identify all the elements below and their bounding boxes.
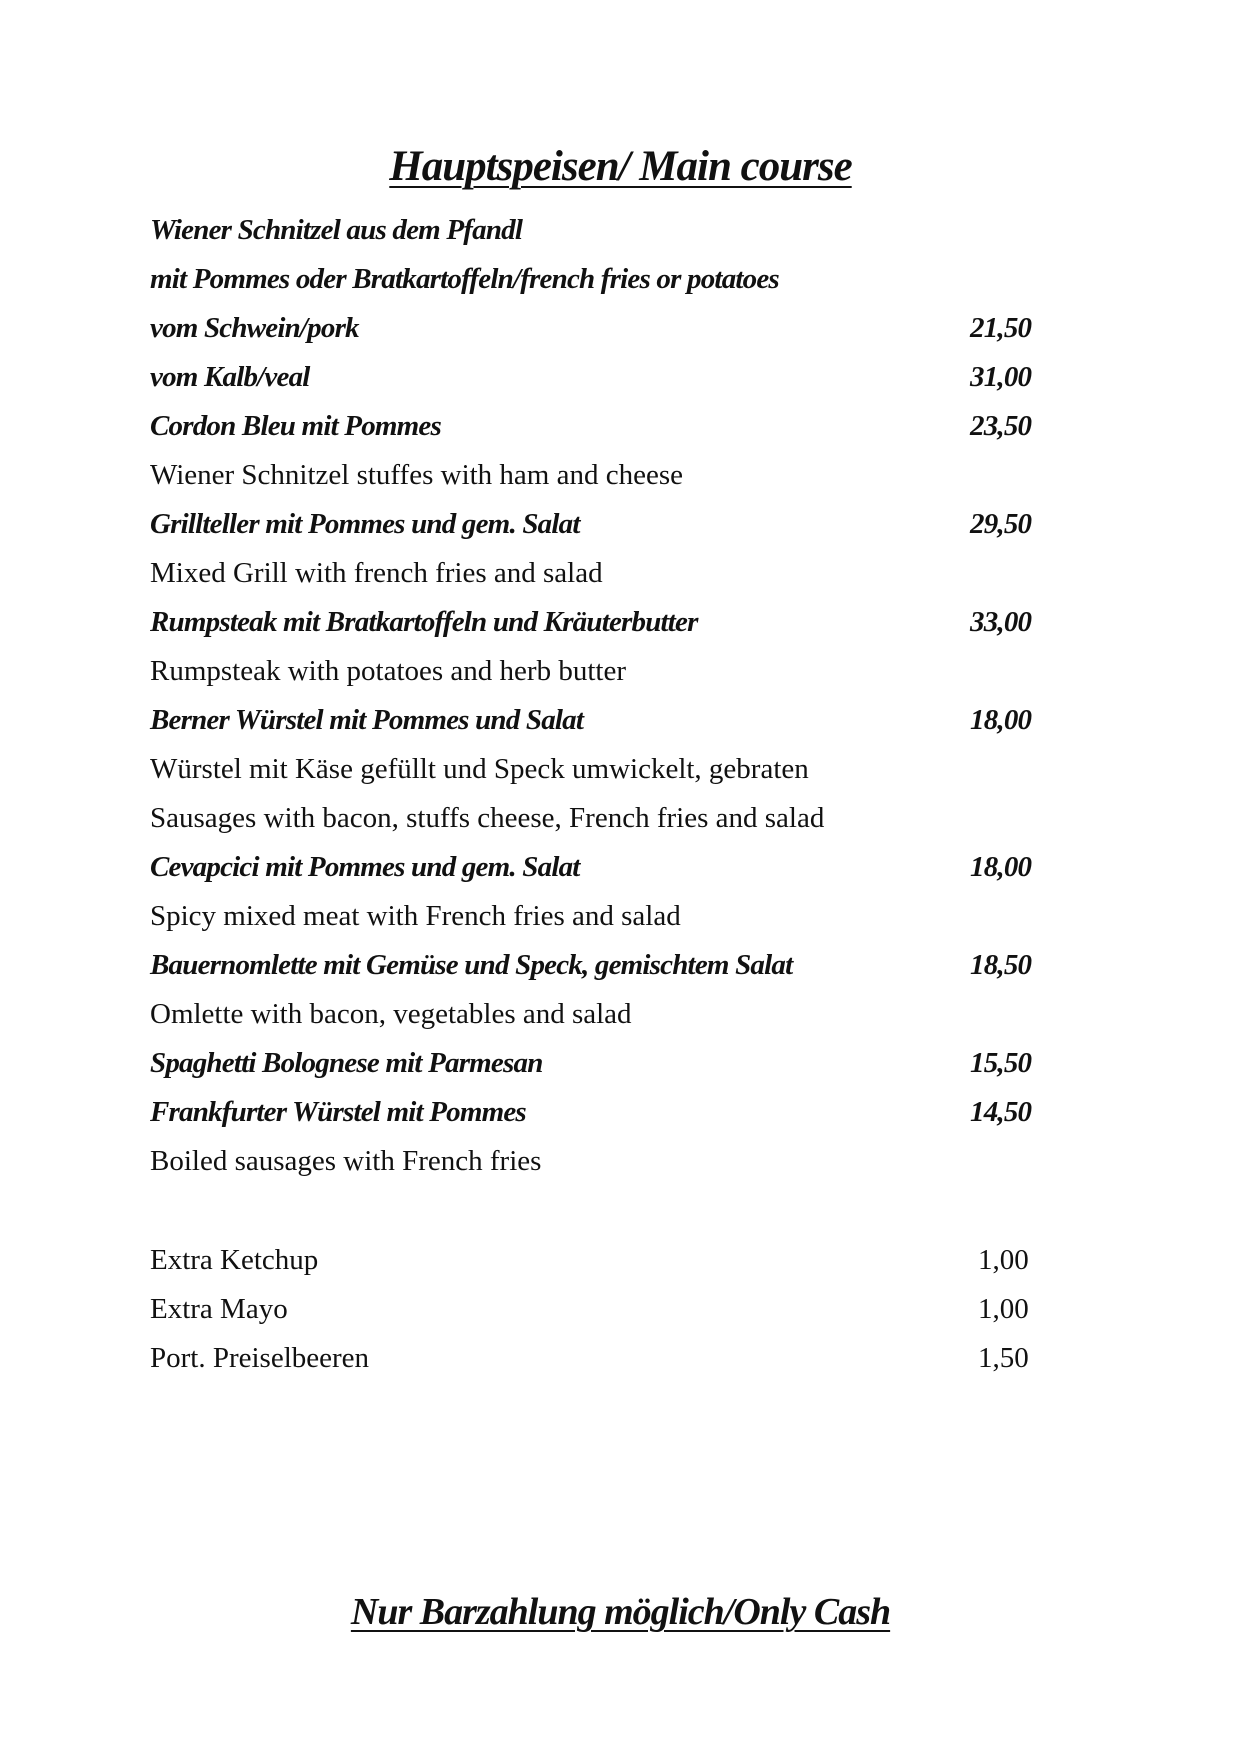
menu-item [150, 508, 1050, 563]
item-description [150, 459, 1050, 514]
item-description [150, 753, 1050, 808]
extra-price: 1,00 [978, 1244, 1029, 1276]
item-label: Grillteller mit Pommes und gem. Salat [150, 508, 580, 540]
item-price: 23,50 [970, 410, 1032, 442]
description-text: Wiener Schnitzel stuffes with ham and cheese [150, 459, 684, 491]
extra-price: 1,50 [978, 1342, 1029, 1374]
item-description [150, 557, 1050, 612]
item-price: 33,00 [970, 606, 1032, 638]
page-title: Hauptspeisen/ Main course [389, 143, 852, 190]
menu-subheading [150, 263, 1050, 318]
item-price: 21,50 [970, 312, 1032, 344]
item-label: Berner Würstel mit Pommes und Salat [150, 704, 584, 736]
extra-label: Extra Ketchup [150, 1244, 319, 1276]
item-label: Cevapcici mit Pommes und gem. Salat [150, 851, 580, 883]
description-text: Mixed Grill with french fries and salad [150, 557, 603, 589]
item-label: Spaghetti Bolognese mit Parmesan [150, 1047, 543, 1079]
extra-label: Extra Mayo [150, 1293, 288, 1325]
description-text: Würstel mit Käse gefüllt und Speck umwickelt, gebraten [150, 753, 809, 785]
item-price: 18,00 [970, 704, 1032, 736]
extra-label: Port. Preiselbeeren [150, 1342, 370, 1374]
menu-item [150, 949, 1050, 1004]
item-label: Wiener Schnitzel aus dem Pfandl [150, 214, 523, 246]
extra-price: 1,00 [978, 1293, 1029, 1325]
menu-item [150, 704, 1050, 759]
item-label: mit Pommes oder Bratkartoffeln/french fries or potatoes [150, 263, 779, 295]
menu-item [150, 361, 1050, 416]
menu-item [150, 410, 1050, 465]
item-price: 18,00 [970, 851, 1032, 883]
item-price: 31,00 [970, 361, 1032, 393]
item-description [150, 900, 1050, 955]
item-label: vom Schwein/pork [150, 312, 359, 344]
item-label: Bauernomlette mit Gemüse und Speck, gemischtem Salat [150, 949, 793, 981]
item-description [150, 655, 1050, 710]
menu-item [150, 1096, 1050, 1151]
item-description [150, 1145, 1050, 1200]
menu-item [150, 312, 1050, 367]
item-label: Rumpsteak mit Bratkartoffeln und Kräuterbutter [150, 606, 698, 638]
item-price: 29,50 [970, 508, 1032, 540]
menu-item [150, 606, 1050, 661]
description-text: Omlette with bacon, vegetables and salad [150, 998, 632, 1030]
menu-heading [150, 214, 1050, 269]
payment-note: Nur Barzahlung möglich/Only Cash [350, 1591, 891, 1633]
description-text: Boiled sausages with French fries [150, 1145, 542, 1177]
extra-item [150, 1244, 1050, 1299]
item-price: 15,50 [970, 1047, 1032, 1079]
item-price: 14,50 [970, 1096, 1032, 1128]
item-label: vom Kalb/veal [150, 361, 310, 393]
item-label: Cordon Bleu mit Pommes [150, 410, 441, 442]
extra-item [150, 1293, 1050, 1348]
menu-item [150, 1047, 1050, 1102]
description-text: Rumpsteak with potatoes and herb butter [150, 655, 626, 687]
description-text: Spicy mixed meat with French fries and salad [150, 900, 681, 932]
item-price: 18,50 [970, 949, 1032, 981]
description-text: Sausages with bacon, stuffs cheese, French fries and salad [150, 802, 825, 834]
extra-item [150, 1342, 1050, 1397]
menu-item [150, 851, 1050, 906]
item-description [150, 998, 1050, 1053]
item-description [150, 802, 1050, 857]
item-label: Frankfurter Würstel mit Pommes [150, 1096, 526, 1128]
